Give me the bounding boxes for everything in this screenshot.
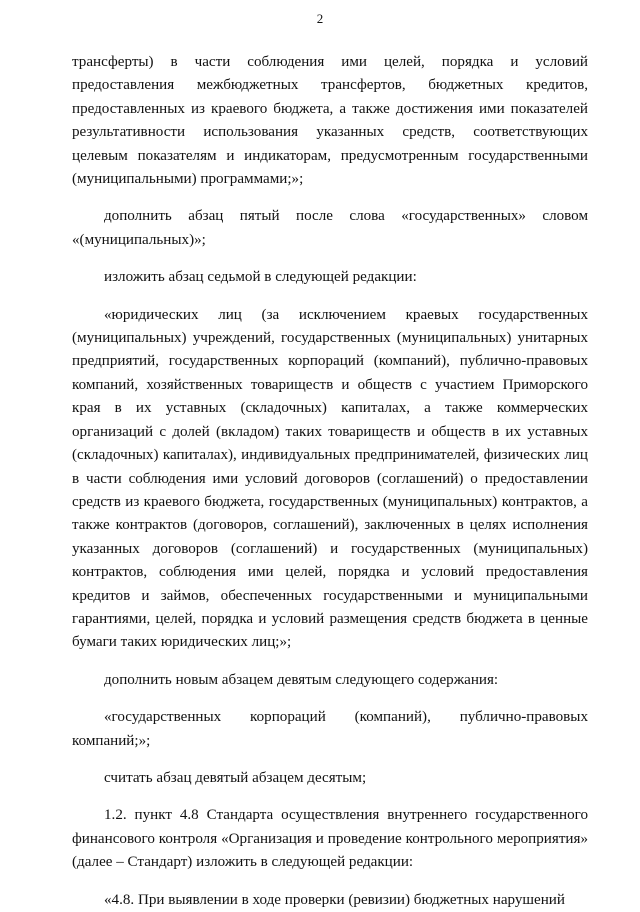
paragraph-ninth-text: «государственных корпораций (компаний), публично-правовых компаний;»; [72, 709, 588, 749]
paragraph-amend-seventh-intro: изложить абзац седьмой в следующей редакции: [104, 269, 417, 286]
paragraph-section-4-8: «4.8. При выявлении в ходе проверки (ревизии) бюджетных нарушений [104, 891, 565, 908]
paragraph-renumber: считать абзац девятый абзацем десятым; [104, 769, 367, 786]
paragraph-section-1-2: 1.2. пункт 4.8 Стандарта осуществления внутреннего государственного финансового контроля «Организация и проведение контрольного мероприятия» (далее – Стандарт) изложить в следующей редакции: [72, 807, 588, 871]
page-number: 2 [316, 11, 324, 26]
document-body [72, 51, 588, 912]
paragraph-seventh-text: «юридических лиц (за исключением краевых государственных (муниципальных) учреждений, государственных (муниципальных) унитарных предприятий, государственных корпораций (компаний), публично-правовых компаний, хозяйственных товариществ и обществ с участием Приморского края в их уставных (складочных) капиталах, а также коммерческих организаций с долей (вкладом) таких товариществ и обществ в их уставных (складочных) капиталах), индивидуальных предпринимателей, физических лиц в части соблюдения ими условий договоров (соглашений) о предоставлении средств из краевого бюджета, государственных (муниципальных) контрактов, а также контрактов (договоров, соглашений), заключенных в целях исполнения указанных договоров (соглашений) и государственных (муниципальных) контрактов, соблюдения ими целей, порядка и условий предоставления кредитов и займов, обеспеченных государственными и муниципальными гарантиями, целей, порядка и условий размещения средств бюджета в ценные бумаги таких юридических лиц;»; [72, 306, 588, 651]
paragraph-add-ninth-intro: дополнить новым абзацем девятым следующего содержания: [104, 671, 499, 688]
paragraph-amend-fifth: дополнить абзац пятый после слова «государственных» словом «(муниципальных)»; [72, 208, 588, 248]
paragraph-continuation: трансферты) в части соблюдения ими целей, порядка и условий предоставления межбюджетных трансфертов, бюджетных кредитов, предоставленных из краевого бюджета, а также достижения ими показателей результативности использования указанных средств, соответствующих целевым показателям и индикаторам, предусмотренным государственными (муниципальными) программами;»; [72, 54, 588, 188]
